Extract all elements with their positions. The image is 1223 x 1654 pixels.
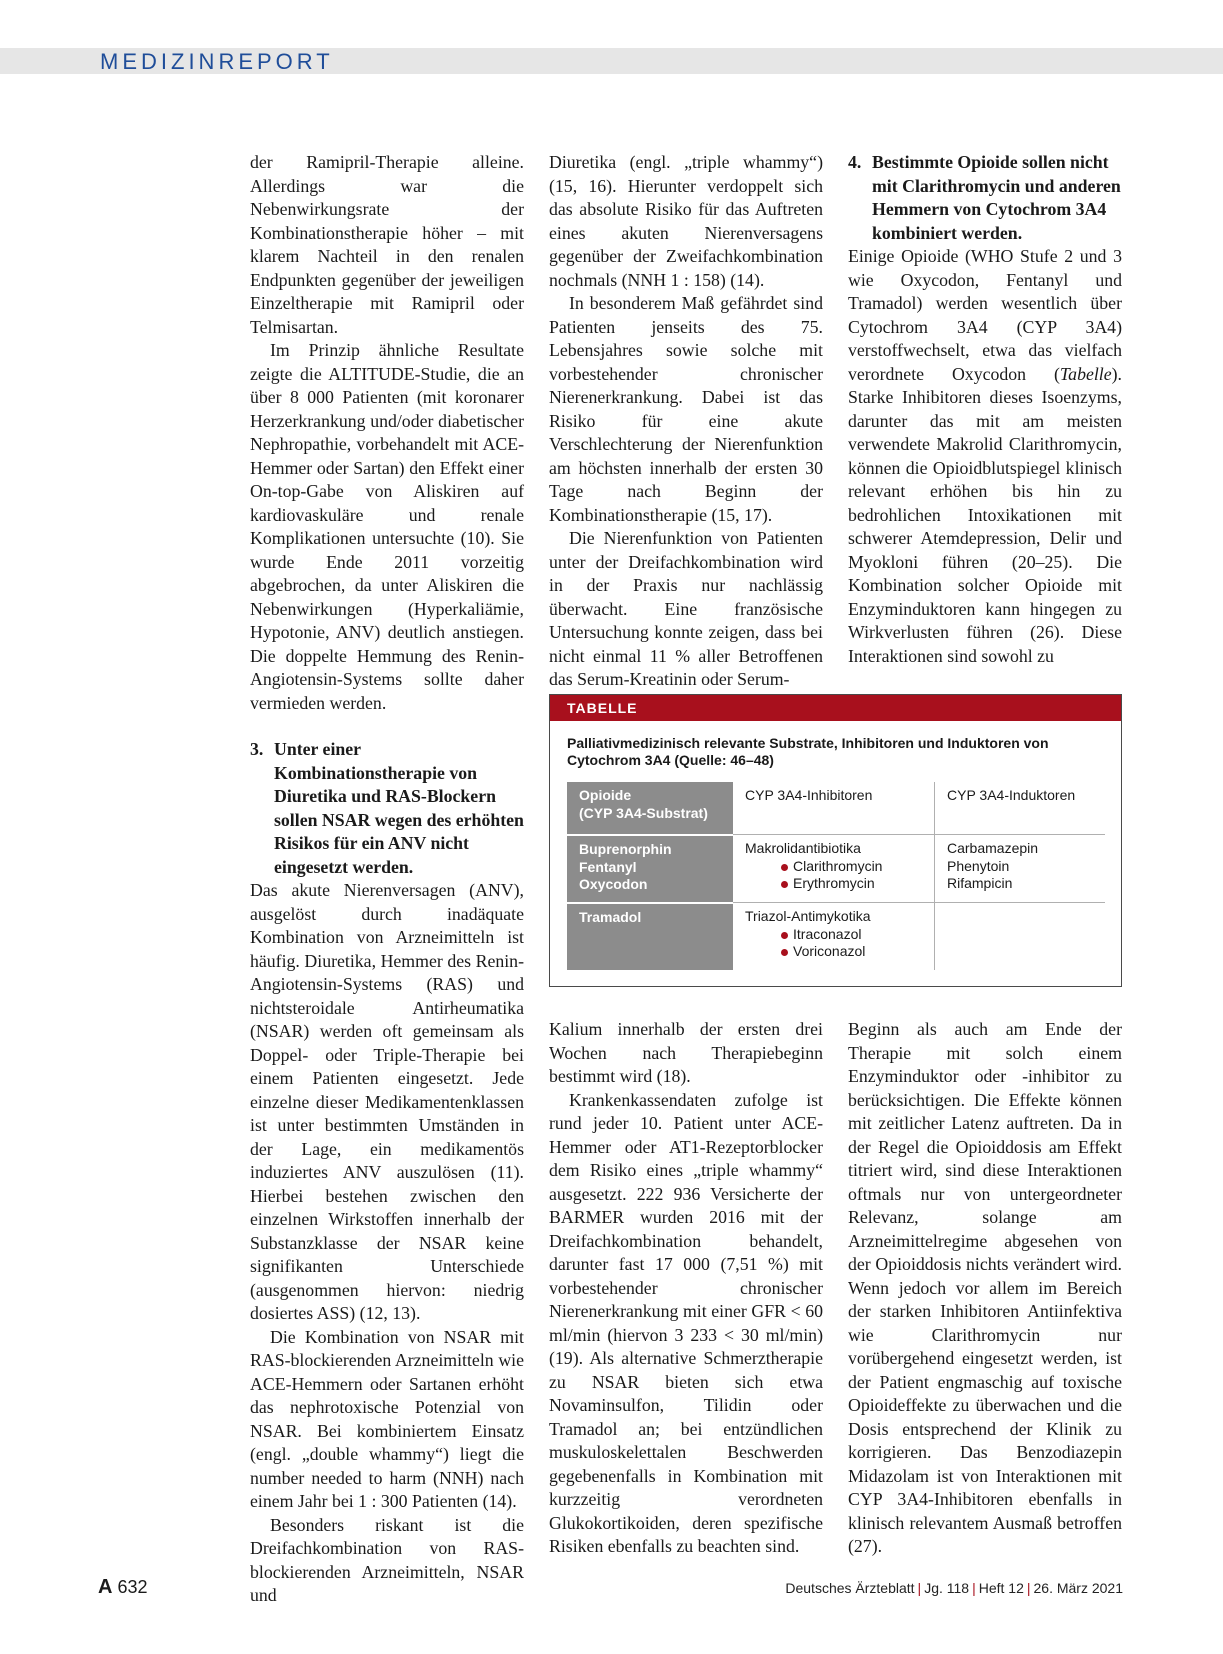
table-row bbox=[567, 834, 1105, 902]
paragraph: Krankenkassendaten zufolge ist rund jeder 10. Patient unter ACE-Hemmer oder AT1-Rezeptorblocker dem Risiko eines „triple whammy“ ausgesetzt. 222 936 Versicherte der BARMER wurden 2016 mit der Dreifachkombination behandelt, darunter fast 17 000 (7,51 %) mit vorbestehender chronischer Nierenerkrankung mit einer GFR < 60 ml/min (hiervon 3 233 < 30 ml/min) (19). Als alternative Schmerztherapie zu NSAR bieten sich etwa Novaminsulfon, Tilidin oder Tramadol an; bei entzündlichen muskuloskelettalen Beschwerden gegebenenfalls in Kombination mit kurzzeitig verordneten Glukokortikoiden, deren spezifische Risiken ebenfalls zu beachten sind. bbox=[549, 1089, 823, 1556]
table-header-row bbox=[567, 782, 1105, 834]
table-reference: Tabelle bbox=[1059, 363, 1112, 384]
column-1 bbox=[250, 151, 524, 1608]
inhibitor-list: Makrolidantibiotika Clarithromycin Erythromycin bbox=[733, 834, 935, 902]
page-number: A 632 bbox=[98, 1576, 148, 1598]
header-inducers: CYP 3A4-Induktoren bbox=[947, 787, 1076, 803]
paragraph: Beginn als auch am Ende der Therapie mit solch einem Enzyminduktor oder -inhibitor zu berücksichtigen. Die Effekte können mit zeitlicher Latenz auftreten. Da in der Regel die Opioiddosis am Effekt titriert wird, sind diese Interaktionen oftmals nur von untergeordneter Relevanz, solange am Arzneimittelregime abgesehen von der Opioiddosis nichts verändert wird. Wenn jedoch vor allem im Bereich der starken Inhibitoren Antiinfektiva wie Clarithromycin nur vorübergehend eingesetzt werden, ist der Patient engmaschig auf toxische Opioideffekte zu überwachen und die Dosis entsprechend der Klinik zu korrigieren. Das Benzodiazepin Midazolam ist von Interaktionen mit CYP 3A4-Inhibitoren ebenfalls in klinisch relevantem Ausmaß betroffen (27). bbox=[848, 1019, 1122, 1556]
paragraph: Das akute Nierenversagen (ANV), ausgelöst durch inadäquate Kombination von Arzneimitteln ist häufig. Diuretika, Hemmer des Renin-Angiotensin-Systems (RAS) und nichtsteroidale Antirheumatika (NSAR) werden oft gemeinsam als Doppel- oder Triple-Therapie bei einem Patienten eingesetzt. Jede einzelne dieser Medikamentenklassen ist unter bestimmten Umständen in der Lage, ein medikamentös induziertes ANV auszulösen (11). Hierbei bestehen zwischen den einzelnen Wirkstoffen innerhalb der Substanzklasse der NSAR keine signifikanten Unterschiede (ausgenommen hiervon: niedrig dosiertes ASS) (12, 13). bbox=[250, 880, 524, 1323]
paragraph: Die Kombination von NSAR mit RAS-blockierenden Arzneimitteln wie ACE-Hemmern oder Sartanen erhöht das nephrotoxische Potenzial von NSAR. Bei kombiniertem Einsatz (engl. „double whammy“) liegt die number needed to harm (NNH) nach einem Jahr bei 1 : 300 Patienten (14). bbox=[250, 1326, 524, 1511]
paragraph: Einige Opioide (WHO Stufe 2 und 3 wie Oxycodon, Fentanyl und Tramadol) werden wesentlich über Cytochrom 3A4 (CYP 3A4) verstoffwechselt, etwa das vielfach verordnete Oxycodon (Tabelle). Starke Inhibitoren dieses Isoenzyms, darunter das mit am meisten verwendete Makrolid Clarithromycin, können die Opioidblutspiegel klinisch relevant erhöhen bis hin zu bedrohlichen Intoxikationen mit schwerer Atemdepression, Delir und Myokloni führen (20–25). Die Kombination solcher Opioide mit Enzyminduktoren kann hingegen zu Wirkverlusten führen (26). Diese Interaktionen sind sowohl zu bbox=[848, 246, 1122, 666]
opioid-list: Buprenorphin Fentanyl Oxycodon bbox=[567, 834, 733, 902]
paragraph: Kalium innerhalb der ersten drei Wochen nach Therapiebeginn bestimmt wird (18). bbox=[549, 1019, 823, 1086]
inhibitor-list: Triazol-Antimykotika Itraconazol Voriconazol bbox=[733, 902, 935, 970]
heading-text: Unter einer Kombinationstherapie von Diuretika und RAS-Blockern sollen NSAR wegen des erhöhten Risikos für ein ANV nicht eingesetzt werden. bbox=[274, 739, 524, 877]
table-grid bbox=[567, 782, 1105, 970]
paragraph: Besonders riskant ist die Dreifachkombination von RAS-blockierenden Arzneimitteln, NSAR und bbox=[250, 1514, 524, 1605]
inducer-list-empty bbox=[935, 902, 1105, 970]
header-opioids: Opioide (CYP 3A4-Substrat) bbox=[567, 782, 733, 834]
paragraph: der Ramipril-Therapie alleine. Allerdings war die Nebenwirkungsrate der Kombinationstherapie höher – mit klarem Nachteil in den renalen Endpunkten gegenüber der jeweiligen Einzeltherapie mit Ramipril oder Telmisartan. bbox=[250, 152, 524, 337]
header-inhibitors: CYP 3A4-Inhibitoren bbox=[733, 782, 935, 834]
bullet-item: Clarithromycin bbox=[745, 858, 922, 876]
section-label: MEDIZINREPORT bbox=[100, 49, 334, 74]
column-3-top bbox=[848, 151, 1122, 668]
column-2-top bbox=[549, 151, 823, 692]
section-heading-3 bbox=[250, 738, 524, 879]
heading-number: 4. bbox=[848, 152, 862, 172]
heading-text: Bestimmte Opioide sollen nicht mit Clarithromycin und anderen Hemmern von Cytochrom 3A4 kombiniert werden. bbox=[872, 152, 1121, 243]
paragraph: Die Nierenfunktion von Patienten unter der Dreifachkombination wird in der Praxis nur nachlässig überwacht. Eine französische Untersuchung konnte zeigen, dass bei nicht einmal 11 % aller Betroffenen das Serum-Kreatinin oder Serum- bbox=[549, 528, 823, 689]
column-2-bottom bbox=[549, 1018, 823, 1559]
table-tag: TABELLE bbox=[550, 695, 1121, 721]
column-3-bottom bbox=[848, 1018, 1122, 1559]
opioid-list: Tramadol bbox=[567, 902, 733, 970]
journal-citation: Deutsches Ärzteblatt | Jg. 118 | Heft 12 | 26. März 2021 bbox=[785, 1580, 1123, 1596]
paragraph: In besonderem Maß gefährdet sind Patienten jenseits des 75. Lebensjahres sowie solche mit vorbestehender chronischer Nierenerkrankung. Dabei ist das Risiko für eine akute Verschlechterung der Nierenfunktion am höchsten innerhalb der ersten 30 Tage nach Beginn der Kombinationstherapie (15, 17). bbox=[549, 293, 823, 525]
table-caption: Palliativmedizinisch relevante Substrate, Inhibitoren und Induktoren von Cytochrom 3A4 (Quelle: 46–48) bbox=[567, 735, 1049, 768]
bullet-item: Voriconazol bbox=[745, 943, 922, 961]
table-row bbox=[567, 902, 1105, 970]
paragraph: Im Prinzip ähnliche Resultate zeigte die ALTITUDE-Studie, die an über 8 000 Patienten (mit koronarer Herzerkrankung und/oder diabetischer Nephropathie, vorbehandelt mit ACE-Hemmer oder Sartan) den Effekt einer On-top-Gabe von Aliskiren auf kardiovaskuläre und renale Komplikationen untersuchte (10). Sie wurde Ende 2011 vorzeitig abgebrochen, da unter Aliskiren die Nebenwirkungen (Hyperkaliämie, Hypotonie, ANV) deutlich anstiegen. Die doppelte Hemmung des Renin-Angiotensin-Systems sollte daher vermieden werden. bbox=[250, 340, 524, 713]
heading-number: 3. bbox=[250, 739, 264, 759]
inducer-list: Carbamazepin Phenytoin Rifampicin bbox=[935, 834, 1105, 902]
paragraph: Diuretika (engl. „triple whammy“) (15, 16). Hierunter verdoppelt sich das absolute Risiko für das Auftreten eines akuten Nierenversagens gegenüber der Zweifachkombination nochmals (NNH 1 : 158) (14). bbox=[549, 152, 823, 290]
bullet-item: Itraconazol bbox=[745, 926, 922, 944]
bullet-item: Erythromycin bbox=[745, 875, 922, 893]
section-heading-4 bbox=[848, 151, 1122, 245]
table-box bbox=[549, 694, 1122, 987]
